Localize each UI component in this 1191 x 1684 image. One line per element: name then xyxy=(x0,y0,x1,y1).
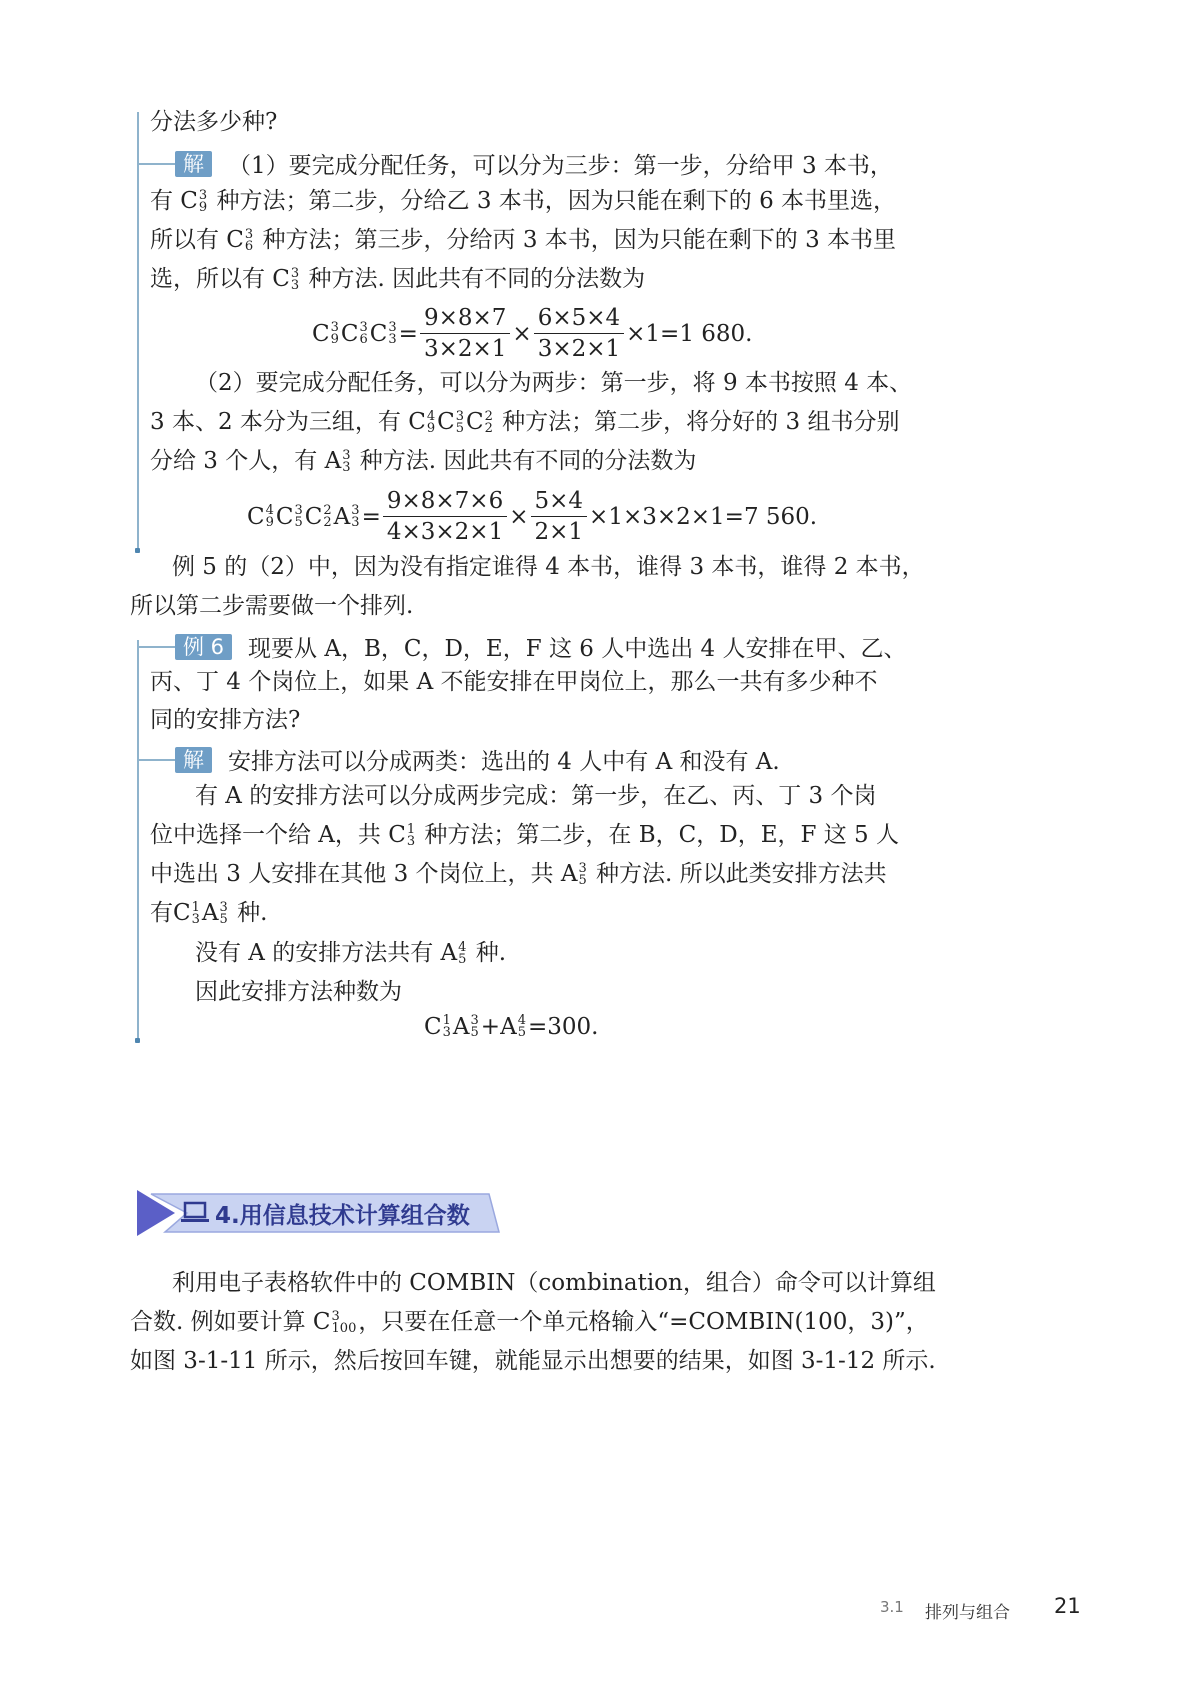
solution-tag: 解 xyxy=(175,151,212,177)
example-tag: 例 6 xyxy=(175,634,232,660)
fraction: $\frac{9\times 8\times 7\times 6}{4\times 3\times 2\times 1}$ xyxy=(383,486,507,547)
text-line: （1）要完成分配任务，可以分为三步：第一步，分给甲 3 本书， xyxy=(228,153,893,179)
text-line: 分给 3 个人，有 A 3 3 种方法. 因此共有不同的分法数为 xyxy=(150,448,697,475)
text-line: 因此安排方法种数为 xyxy=(195,979,402,1005)
fraction: $\frac{5\times 4}{2\times 1}$ xyxy=(531,486,588,547)
text-line: 现要从 A，B，C，D，E，F 这 6 人中选出 4 人安排在甲、乙、 xyxy=(248,636,907,662)
tag-connector xyxy=(137,163,175,165)
footer-chapter: 排列与组合 xyxy=(925,1603,1010,1623)
solution-row xyxy=(137,147,893,180)
text-line: 位中选择一个给 A，共 C 1 3 种方法；第二步，在 B，C，D，E，F 这 5 人 xyxy=(150,822,900,849)
bar-end-marker xyxy=(135,1038,140,1043)
solution-row xyxy=(137,743,780,776)
tag-connector xyxy=(137,759,175,761)
text-line: （2）要完成分配任务，可以分为两步：第一步，将 9 本书按照 4 本、 xyxy=(195,370,913,396)
text-line: 丙、丁 4 个岗位上，如果 A 不能安排在甲岗位上，那么一共有多少种不 xyxy=(150,669,878,695)
example-row xyxy=(137,630,906,663)
solution-tag: 解 xyxy=(175,747,212,773)
text-line: 分法多少种? xyxy=(150,109,278,135)
formula-2: C 4 9 C 3 5 C 2 2 A 3 3 = $\frac{9\times 8\times 7\times 6}{4\times 3\times 2\times 1}$ × $\frac{5\times 4}{2\times 1}$ ×1×3×2×1=7 560. xyxy=(247,488,818,545)
text-line: 所以第二步需要做一个排列. xyxy=(130,593,414,619)
fraction: $\frac{6\times 5\times 4}{3\times 2\times 1}$ xyxy=(534,303,624,364)
text-line: 所以有 C 3 6 种方法；第三步，分给丙 3 本书，因为只能在剩下的 3 本书里 xyxy=(150,227,897,254)
tag-connector xyxy=(137,646,175,648)
page-number: 21 xyxy=(1054,1594,1081,1618)
text-line: 利用电子表格软件中的 COMBIN（combination，组合）命令可以计算组 xyxy=(172,1270,936,1296)
section-title: 4.用信息技术计算组合数 xyxy=(215,1203,470,1229)
bar-end-marker xyxy=(135,548,140,553)
text-line: 如图 3-1-11 所示，然后按回车键，就能显示出想要的结果，如图 3-1-12 所示. xyxy=(130,1348,936,1374)
section-banner xyxy=(137,1190,537,1236)
text-line: 例 5 的（2）中，因为没有指定谁得 4 本书，谁得 3 本书，谁得 2 本书， xyxy=(172,554,925,580)
text-line: 有 A 的安排方法可以分成两步完成：第一步，在乙、丙、丁 3 个岗 xyxy=(195,783,877,809)
text-line: 合数. 例如要计算 C 3 100 ，只要在任意一个单元格输入“=COMBIN(100，3)”， xyxy=(130,1309,929,1336)
footer-section: 3.1 xyxy=(880,1598,904,1616)
text-line: 有 C 3 9 种方法；第二步，分给乙 3 本书，因为只能在剩下的 6 本书里选， xyxy=(150,188,897,215)
text-line: 同的安排方法? xyxy=(150,707,301,733)
text-line: 没有 A 的安排方法共有 A 4 5 种. xyxy=(195,940,507,967)
formula-3: C 1 3 A 3 5 +A 4 5 =300. xyxy=(424,1013,599,1040)
formula-1: C 3 9 C 3 6 C 3 3 = $\frac{9\times 8\times 7}{3\times 2\times 1}$ × $\frac{6\times 5\times 4}{3\times 2\times 1}$ ×1=1 680. xyxy=(312,305,753,362)
margin-bar-example6 xyxy=(137,640,139,1040)
text-line: 安排方法可以分成两类：选出的 4 人中有 A 和没有 A. xyxy=(228,749,780,775)
text-line: 选，所以有 C 3 3 种方法. 因此共有不同的分法数为 xyxy=(150,266,646,293)
fraction: $\frac{9\times 8\times 7}{3\times 2\times 1}$ xyxy=(420,303,510,364)
text-line: 中选出 3 人安排在其他 3 个岗位上，共 A 3 5 种方法. 所以此类安排方法共 xyxy=(150,861,887,888)
text-line: 3 本、2 本分为三组，有 C 4 9 C 3 5 C 2 2 种方法；第二步，将分好的 3 组书分别 xyxy=(150,409,900,436)
text-line: 有C 1 3 A 3 5 种. xyxy=(150,900,268,927)
